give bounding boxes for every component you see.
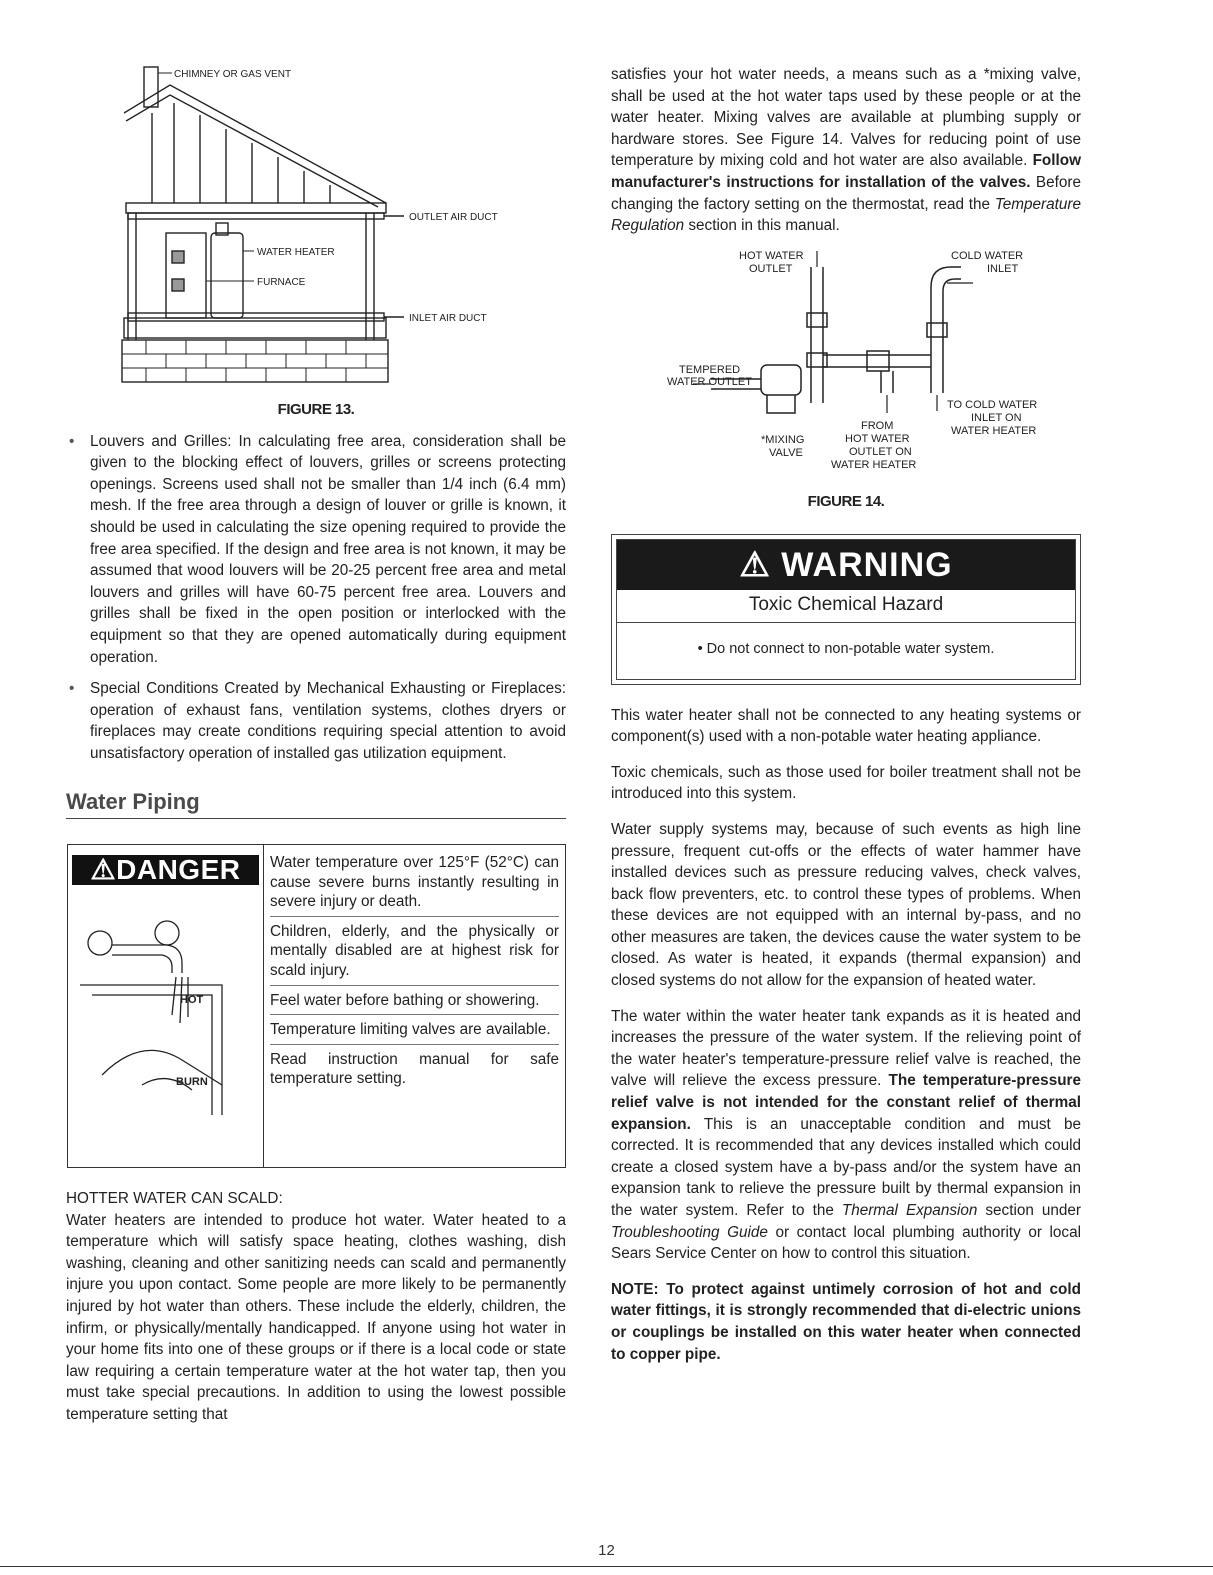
danger-text-panel xyxy=(264,845,565,1167)
label-chimney: CHIMNEY OR GAS VENT xyxy=(174,69,292,80)
label-cold-inlet-2: INLET xyxy=(987,262,1019,275)
water-supply-paragraph: Water supply systems may, because of such events as high line pressure, frequent cut-offs or the effects of water hammer have installed devices such as pressure reducing valves, check valves, back flow preventers, etc. to control these types of problems. When these devices are not equipped with an internal by-pass, and no other measures are taken, the devices cause the water system to be closed. As water is heated, it expands (thermal expansion) and closed systems do not allow for the expansion of heated water. xyxy=(611,820,1081,990)
label-from-3: OUTLET ON xyxy=(849,445,912,458)
danger-read-manual-text: Read instruction manual for safe temperature setting. xyxy=(270,1050,559,1088)
label-inlet-duct: INLET AIR DUCT xyxy=(409,313,487,324)
label-outlet-duct: OUTLET AIR DUCT xyxy=(409,212,498,223)
ventilation-bullet-list xyxy=(66,431,566,765)
label-mixing: *MIXING xyxy=(761,433,805,446)
figure-14-caption: FIGURE 14. xyxy=(807,492,885,510)
bottom-rule xyxy=(0,1566,1213,1567)
label-mixing-2: VALVE xyxy=(769,446,803,459)
dielectric-note: NOTE: To protect against untimely corrosion of hot and cold water fittings, it is strongly recommended that di-electric unions or couplings be installed on this water heater when connected to copper pipe. xyxy=(611,1280,1081,1363)
label-water-heater: WATER HEATER xyxy=(257,247,335,258)
page-number: 12 xyxy=(598,1542,615,1559)
danger-feel-water-text: Feel water before bathing or showering. xyxy=(270,991,559,1016)
section-title-water-piping: Water Piping xyxy=(66,791,566,820)
figure-14-mixing-valve-diagram xyxy=(611,243,1081,493)
warning-item: • Do not connect to non-potable water system. xyxy=(697,640,995,657)
burn-label: BURN xyxy=(176,1075,208,1088)
warning-label-box xyxy=(611,534,1081,684)
warning-inner-frame xyxy=(616,539,1076,679)
nonpotable-paragraph: This water heater shall not be connected to any heating systems or component(s) used with a non-potable water heating appliance. xyxy=(611,706,1081,746)
toxic-chemicals-paragraph: Toxic chemicals, such as those used for boiler treatment shall not be introduced into this system. xyxy=(611,763,1081,803)
label-hot-outlet-2: OUTLET xyxy=(749,262,793,275)
bullet-special-conditions: • Special Conditions Created by Mechanical Exhausting or Fireplaces: operation of exhaust fans, ventilation systems, clothes dryers or fireplaces may create conditions requiring special attention to avoid unsatisfactory operation of installed gas utilization equipment. xyxy=(66,678,566,764)
bullet-louvers: • Louvers and Grilles: In calculating free area, consideration shall be given to the blocking effect of louvers, grilles or screens protecting openings. Screens used shall not be smaller than 1/4 inch (6.4 mm) mesh. If the free area through a design of louver or grille is known, it should be used in calculating the size opening required to provide the free area specified. If the design and free area is not known, it may be assumed that wood louvers will be 20-25 percent free area and metal louvers and grilles will have 60-75 percent free area. Louvers and grilles shall be fixed in the open position or interlocked with the equipment so that they are opened automatically during equipment operation. xyxy=(66,431,566,669)
label-from-2: HOT WATER xyxy=(845,432,910,445)
danger-badge: ⚠DANGER xyxy=(72,855,259,885)
label-to-cold-2: INLET ON xyxy=(971,411,1022,424)
figure-13-caption: FIGURE 13. xyxy=(277,401,355,418)
warning-triangle-icon: ⚠ xyxy=(739,546,782,585)
label-to-cold-3: WATER HEATER xyxy=(951,424,1037,437)
hot-label: HOT xyxy=(180,993,204,1006)
scald-heading: HOTTER WATER CAN SCALD: xyxy=(66,1190,283,1208)
figure-13-house-diagram xyxy=(66,55,566,395)
label-cold-inlet: COLD WATER xyxy=(951,249,1024,262)
danger-valves-text: Temperature limiting valves are available. xyxy=(270,1020,559,1045)
label-tempered-2: WATER OUTLET xyxy=(667,375,752,388)
right-column xyxy=(611,64,1081,1365)
warning-subtitle: Toxic Chemical Hazard xyxy=(617,590,1075,623)
label-tempered: TEMPERED xyxy=(679,363,741,376)
danger-triangle-icon: ⚠ xyxy=(90,854,117,886)
danger-risk-text: Children, elderly, and the physically or mentally disabled are at highest risk for scald injury. xyxy=(270,922,559,986)
label-from: FROM xyxy=(861,419,894,432)
label-furnace: FURNACE xyxy=(257,277,306,288)
label-from-4: WATER HEATER xyxy=(831,458,917,471)
label-to-cold: TO COLD WATER xyxy=(947,398,1038,411)
mixing-valve-paragraph: satisfies your hot water needs, a means such as a *mixing valve, shall be used at the hot water taps used by these people or at the water heater. Mixing valves are available at plumbing supply or hardware stores. See Figure 14. Valves for reducing point of use temperature by mixing cold and hot water are also available. Follow manufacturer's instructions for installation of the valves. Before changing the factory setting on the thermostat, read the Temperature Regulation section in this manual. xyxy=(611,66,1081,235)
left-column xyxy=(66,55,566,1426)
thermal-expansion-paragraph: The water within the water heater tank expands as it is heated and increases the pressure of the water system. If the relieving point of the water heater's temperature-pressure relief valve is reached, the valve will relieve the excess pressure. The temperature-pressure relief valve is not intended for the constant relief of thermal expansion. This is an unacceptable condition and must be corrected. It is recommended that any devices installed which could create a closed system have a by-pass and/or the system have an expansion tank to relieve the pressure built by thermal expansion in the water system. Refer to the Thermal Expansion section under Troubleshooting Guide or contact local plumbing authority or local Sears Service Center on how to control this situation. xyxy=(611,1007,1082,1263)
label-hot-outlet: HOT WATER xyxy=(739,249,804,262)
danger-pictogram-panel xyxy=(68,845,264,1167)
scald-body: Water heaters are intended to produce hot water. Water heated to a temperature which will satisfy space heating, clothes washing, dish washing, cleaning and other sanitizing needs can scald and permanently injure you upon contact. Some people are more likely to be permanently injured by hot water than others. These include the elderly, children, the infirm, or physically/mentally handicapped. If anyone using hot water in your home fits into one of these groups or if there is a local code or state law requiring a certain temperature water at the hot water tap, then you must take special precautions. In addition to using the lowest possible temperature setting that xyxy=(66,1211,566,1424)
warning-banner: ⚠ WARNING xyxy=(617,540,1075,590)
faucet-scald-icon xyxy=(72,885,258,1130)
danger-temperature-text: Water temperature over 125°F (52°C) can cause severe burns instantly resulting in severe injury or death. xyxy=(270,853,559,917)
danger-label-box xyxy=(67,844,566,1168)
